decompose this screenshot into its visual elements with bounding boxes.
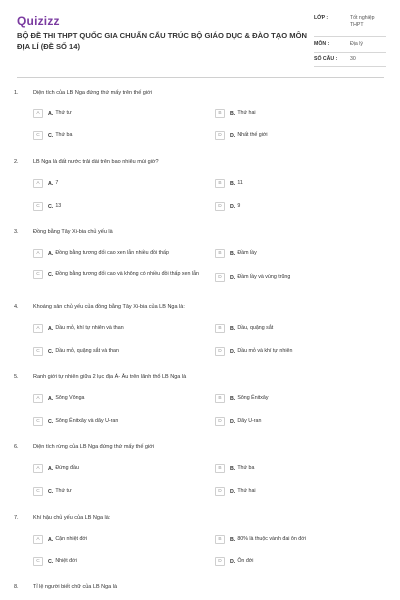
option-text: Dầu mỏ và khí tự nhiên (237, 348, 293, 355)
meta-row-lop (314, 13, 386, 37)
question-number: 7. (14, 515, 19, 521)
question-text: LB Nga là đất nước trải dài trên bao nhiêu múi giờ? (33, 159, 159, 165)
option-text: Dầu, quặng sắt (237, 325, 274, 332)
option-text: Thứ tư (55, 110, 72, 117)
option-letter: C. (48, 132, 54, 139)
option-text: Nhiệt đới (55, 558, 77, 565)
option-b[interactable] (215, 179, 243, 188)
option-d[interactable] (215, 273, 290, 282)
quizizz-logo: Quizizz (17, 14, 60, 28)
option-a[interactable] (33, 179, 58, 188)
question-text: Đồng bằng Tây Xi-bia chủ yếu là (33, 229, 113, 235)
option-text: Dầu mỏ, quặng sắt và than (55, 348, 119, 355)
option-a[interactable] (33, 324, 124, 333)
option-text: Đứng đầu (55, 465, 79, 472)
option-box: A (33, 464, 43, 473)
option-letter: B. (230, 110, 236, 117)
option-text: Ôn đới (237, 558, 254, 565)
option-text: Đồng bằng tương đối cao xen lẫn nhiều đồi thấp (55, 250, 169, 257)
question-number: 2. (14, 159, 19, 165)
option-a[interactable] (33, 249, 169, 258)
meta-label: SỐ CÂU : (314, 56, 338, 62)
option-letter: A. (48, 110, 54, 117)
option-d[interactable] (215, 202, 240, 211)
option-c[interactable] (33, 131, 72, 140)
option-letter: B. (230, 536, 236, 543)
question-text: Diện tích rừng của LB Nga đứng thứ mấy thế giới (33, 444, 155, 450)
option-box: C (33, 131, 43, 140)
worksheet-title: BỘ ĐỀ THI THPT QUỐC GIA CHUẨN CẤU TRÚC BỘ GIÁO DỤC & ĐÀO TẠO MÔN ĐỊA LÍ (ĐỀ SỐ 14) (17, 31, 307, 51)
question-text: Ranh giới tự nhiên giữa 2 lục địa Á- Âu trên lãnh thổ LB Nga là (33, 374, 187, 380)
option-letter: C. (48, 418, 54, 425)
meta-row-socau (314, 53, 386, 67)
option-box: C (33, 270, 43, 279)
option-text: 9 (237, 203, 241, 210)
option-box: B (215, 464, 225, 473)
option-b[interactable] (215, 109, 256, 118)
option-text: Thứ hai (237, 110, 256, 117)
option-text: Nhất thế giới (237, 132, 268, 139)
option-box: A (33, 249, 43, 258)
option-box: D (215, 557, 225, 566)
option-letter: A. (48, 250, 54, 257)
option-c[interactable] (33, 487, 72, 496)
option-box: C (33, 202, 43, 211)
option-c[interactable] (33, 557, 77, 566)
option-a[interactable] (33, 394, 84, 403)
option-text: Sông Ênitxây và dãy U-ran (55, 418, 119, 425)
option-box: D (215, 273, 225, 282)
option-letter: B. (230, 465, 236, 472)
option-text: Dầu mỏ, khí tự nhiên và than (55, 325, 124, 332)
option-letter: A. (48, 395, 54, 402)
option-c[interactable] (33, 270, 210, 279)
option-b[interactable] (215, 249, 257, 258)
meta-row-mon (314, 37, 386, 53)
option-letter: D. (230, 274, 236, 281)
option-box: D (215, 131, 225, 140)
option-letter: A. (48, 180, 54, 187)
option-text: Cận nhiệt đới (55, 536, 88, 543)
question-text: Khoáng sản chủ yếu của đồng bằng Tây Xi-bia của LB Nga là: (33, 304, 185, 310)
option-a[interactable] (33, 109, 72, 118)
option-text: 13 (55, 203, 62, 210)
option-letter: D. (230, 132, 236, 139)
option-letter: C. (48, 203, 54, 210)
option-box: B (215, 249, 225, 258)
option-letter: C. (48, 271, 54, 278)
option-box: B (215, 394, 225, 403)
option-letter: C. (48, 348, 54, 355)
option-letter: D. (230, 488, 236, 495)
option-text: Đồng bằng tương đối cao và không có nhiều đồi thấp xen lẫn (55, 271, 199, 278)
option-box: C (33, 487, 43, 496)
option-b[interactable] (215, 464, 254, 473)
meta-value: Tốt nghiệp THPT (350, 15, 375, 28)
option-d[interactable] (215, 347, 292, 356)
option-text: Sông Vônga (55, 395, 85, 402)
option-text: Dãy U-ran (237, 418, 262, 425)
option-text: Thứ ba (55, 132, 73, 139)
option-letter: B. (230, 180, 236, 187)
option-b[interactable] (215, 535, 306, 544)
option-box: B (215, 324, 225, 333)
option-d[interactable] (215, 417, 261, 426)
option-box: C (33, 347, 43, 356)
option-letter: B. (230, 250, 236, 257)
option-box: A (33, 535, 43, 544)
option-text: Thứ ba (237, 465, 255, 472)
option-box: A (33, 394, 43, 403)
question-number: 4. (14, 304, 19, 310)
header-divider (17, 77, 384, 78)
option-b[interactable] (215, 324, 273, 333)
option-b[interactable] (215, 394, 269, 403)
option-letter: D. (230, 203, 236, 210)
option-box: A (33, 109, 43, 118)
option-letter: B. (230, 395, 236, 402)
meta-label: LỚP : (314, 15, 329, 21)
option-text: Sông Ênitxây (237, 395, 269, 402)
question-text: Khí hậu chủ yếu của LB Nga là: (33, 515, 111, 521)
option-text: Đầm lầy (237, 250, 257, 257)
option-d[interactable] (215, 557, 253, 566)
option-box: D (215, 347, 225, 356)
option-text: Thứ tư (55, 488, 72, 495)
option-d[interactable] (215, 131, 268, 140)
option-box: C (33, 557, 43, 566)
question-number: 6. (14, 444, 19, 450)
option-text: Đầm lầy và vùng trũng (237, 274, 291, 281)
option-box: B (215, 109, 225, 118)
option-letter: A. (48, 325, 54, 332)
option-text: Thứ hai (237, 488, 256, 495)
question-text: Diện tích của LB Nga đứng thứ mấy trên thế giới (33, 90, 152, 96)
option-box: D (215, 202, 225, 211)
option-a[interactable] (33, 535, 87, 544)
option-text: 80% là thuộc vành đai ôn đới (237, 536, 306, 543)
option-c[interactable] (33, 202, 61, 211)
option-letter: D. (230, 418, 236, 425)
meta-value: 30 (350, 56, 356, 62)
option-letter: D. (230, 348, 236, 355)
option-text: 11 (237, 180, 243, 187)
option-letter: D. (230, 558, 236, 565)
question-number: 8. (14, 584, 19, 590)
option-box: D (215, 487, 225, 496)
meta-panel (314, 13, 386, 67)
meta-value: Địa lý (350, 41, 363, 47)
option-box: D (215, 417, 225, 426)
option-a[interactable] (33, 464, 79, 473)
option-letter: C. (48, 558, 54, 565)
meta-label: MÔN : (314, 41, 330, 47)
question-number: 1. (14, 90, 19, 96)
option-box: A (33, 324, 43, 333)
question-number: 3. (14, 229, 19, 235)
option-c[interactable] (33, 347, 119, 356)
option-box: B (215, 179, 225, 188)
question-text: Tỉ lệ người biết chữ của LB Nga là (33, 584, 118, 590)
option-letter: A. (48, 465, 54, 472)
option-letter: B. (230, 325, 236, 332)
option-letter: C. (48, 488, 54, 495)
option-text: 7 (55, 180, 59, 187)
option-box: A (33, 179, 43, 188)
option-d[interactable] (215, 487, 256, 496)
option-c[interactable] (33, 417, 118, 426)
question-number: 5. (14, 374, 19, 380)
option-box: B (215, 535, 225, 544)
option-box: C (33, 417, 43, 426)
option-letter: A. (48, 536, 54, 543)
